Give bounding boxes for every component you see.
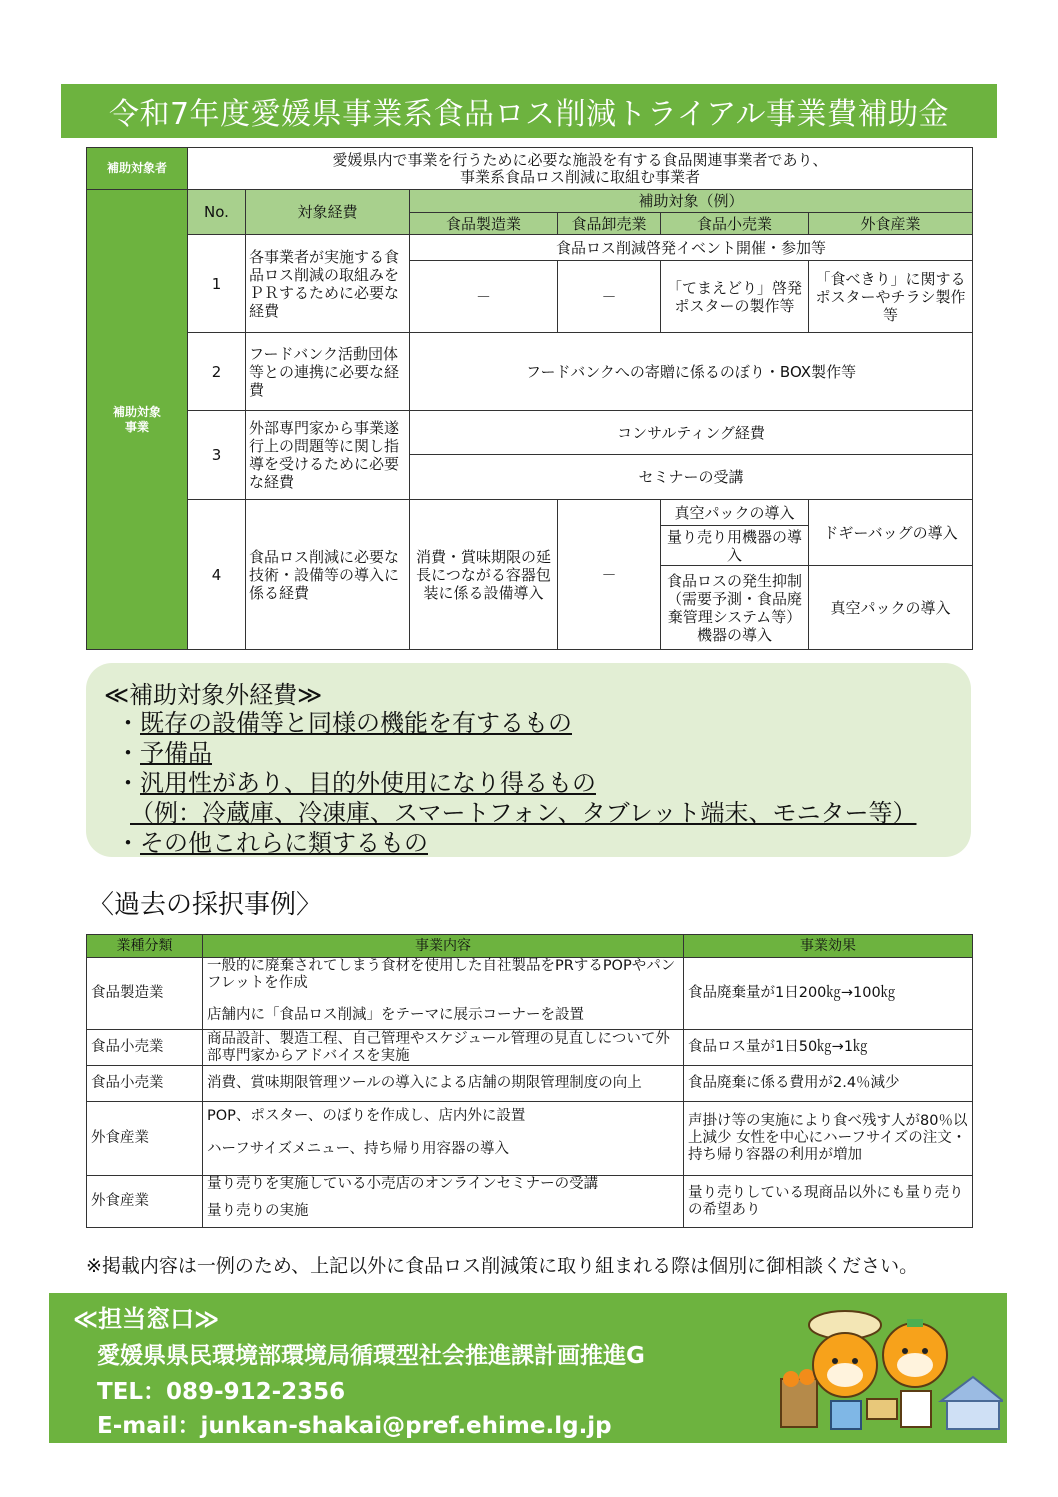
expense-cell: 食品ロス削減に必要な技術・設備等の導入に係る経費 <box>246 500 410 650</box>
effect-cell: 食品廃棄に係る費用が2.4％減少 <box>684 1066 973 1102</box>
header-retail: 食品小売業 <box>661 213 809 235</box>
page-title: 令和7年度愛媛県事業系食品ロス削減トライアル事業費補助金 <box>61 84 997 138</box>
excluded-item: （例：冷蔵庫、冷凍庫、スマートフォン、タブレット端末、モニター等） <box>130 799 917 827</box>
contact-department: 愛媛県県民環境部環境局循環型社会推進課計画推進G <box>97 1343 645 1369</box>
contact-email[interactable]: E-mail：junkan-shakai@pref.ehime.lg.jp <box>97 1413 612 1439</box>
effect-cell: 声掛け等の実施により食べ残す人が80％以上減少 女性を中心にハーフサイズの注文・持ち帰り容器の利用が増加 <box>684 1102 973 1176</box>
past-cases-title: 〈過去の採択事例〉 <box>88 890 323 920</box>
cell-retail: 食品ロスの発生抑制（需要予測・食品廃棄管理システム等）機器の導入 <box>661 566 809 650</box>
cell-wholesale: － <box>558 261 661 333</box>
cell-retail: 「てまえどり」啓発ポスターの製作等 <box>661 261 809 333</box>
excluded-item: ・既存の設備等と同様の機能を有するもの <box>116 709 572 737</box>
excluded-item: ・その他これらに類するもの <box>116 829 428 857</box>
cell-food-service: 「食べきり」に関するポスターやチラシ製作等 <box>809 261 973 333</box>
table-row <box>87 1030 973 1066</box>
row-number: 1 <box>188 235 246 333</box>
expense-cell: フードバンク活動団体等との連携に必要な経費 <box>246 333 410 411</box>
excluded-expenses-box <box>86 663 971 857</box>
row-number: 2 <box>188 333 246 411</box>
contact-title: ≪担当窓口≫ <box>73 1305 220 1333</box>
cell-food-service: 真空パックの導入 <box>809 566 973 650</box>
contact-box <box>49 1293 1007 1443</box>
header-industry: 業種分類 <box>87 935 203 958</box>
common-cell: 食品ロス削減啓発イベント開催・参加等 <box>410 235 973 261</box>
expense-cell: 外部専門家から事業遂行上の問題等に関し指導を受けるために必要な経費 <box>246 411 410 500</box>
content-cell: 量り売りを実施している小売店のオンラインセミナーの受講 量り売りの実施 <box>203 1176 684 1228</box>
header-effect: 事業効果 <box>684 935 973 958</box>
cell-retail: 真空パックの導入 <box>661 500 809 526</box>
past-cases-table <box>86 934 973 1228</box>
content-cell: 商品設計、製造工程、自己管理やスケジュール管理の見直しについて外部専門家からアドバイスを実施 <box>203 1030 684 1066</box>
industry-cell: 外食産業 <box>87 1102 203 1176</box>
header-food-service: 外食産業 <box>809 213 973 235</box>
industry-cell: 食品小売業 <box>87 1066 203 1102</box>
table-row <box>87 1066 973 1102</box>
cell-wholesale: － <box>558 500 661 650</box>
table-row <box>87 958 973 1030</box>
excluded-item: ・汎用性があり、目的外使用になり得るもの <box>116 769 596 797</box>
row-number: 3 <box>188 411 246 500</box>
industry-cell: 食品小売業 <box>87 1030 203 1066</box>
common-cell: セミナーの受講 <box>410 455 973 500</box>
contact-phone: TEL：089-912-2356 <box>97 1379 346 1405</box>
cell-retail: 量り売り用機器の導入 <box>661 526 809 566</box>
effect-cell: 食品ロス量が1日50㎏→1㎏ <box>684 1030 973 1066</box>
expense-cell: 各事業者が実施する食品ロス削減の取組みをＰＲするために必要な経費 <box>246 235 410 333</box>
table-row <box>87 1102 973 1176</box>
mascot-illustration <box>775 1303 1003 1435</box>
cell-food-service: ドギーバッグの導入 <box>809 500 973 566</box>
row-number: 4 <box>188 500 246 650</box>
common-cell: コンサルティング経費 <box>410 411 973 455</box>
content-cell: 消費、賞味期限管理ツールの導入による店舗の期限管理制度の向上 <box>203 1066 684 1102</box>
common-cell: フードバンクへの寄贈に係るのぼり・BOX製作等 <box>410 333 973 411</box>
table-row <box>87 1176 973 1228</box>
industry-cell: 食品製造業 <box>87 958 203 1030</box>
target-label: 補助対象者 <box>87 148 188 190</box>
header-target: 補助対象（例） <box>410 190 973 213</box>
header-manufacture: 食品製造業 <box>410 213 558 235</box>
header-expense: 対象経費 <box>246 190 410 235</box>
content-cell: 一般的に廃棄されてしまう食材を使用した自社製品をPRするPOPやパンフレットを作成 店舗内に「食品ロス削減」をテーマに展示コーナーを設置 <box>203 958 684 1030</box>
industry-cell: 外食産業 <box>87 1176 203 1228</box>
header-content: 事業内容 <box>203 935 684 958</box>
crate-icon <box>781 1379 817 1427</box>
excluded-title: ≪補助対象外経費≫ <box>104 681 323 709</box>
house-icon <box>947 1399 999 1429</box>
cell-manufacture: 消費・賞味期限の延長につながる容器包装に係る設備導入 <box>410 500 558 650</box>
subsidy-table <box>86 147 973 650</box>
effect-cell: 食品廃棄量が1日200㎏→100㎏ <box>684 958 973 1030</box>
excluded-item: ・予備品 <box>116 739 212 767</box>
disclaimer-note: ※掲載内容は一例のため、上記以外に食品ロス削減策に取り組まれる際は個別に御相談ください。 <box>86 1255 919 1277</box>
header-wholesale: 食品卸売業 <box>558 213 661 235</box>
target-description: 愛媛県内で事業を行うために必要な施設を有する食品関連事業者であり、 事業系食品ロス削減に取組む事業者 <box>188 148 973 190</box>
content-cell: POP、ポスター、のぼりを作成し、店内外に設置 ハーフサイズメニュー、持ち帰り用容器の導入 <box>203 1102 684 1176</box>
cell-manufacture: － <box>410 261 558 333</box>
project-label: 補助対象 事業 <box>87 190 188 650</box>
header-no: No. <box>188 190 246 235</box>
effect-cell: 量り売りしている現商品以外にも量り売りの希望あり <box>684 1176 973 1228</box>
